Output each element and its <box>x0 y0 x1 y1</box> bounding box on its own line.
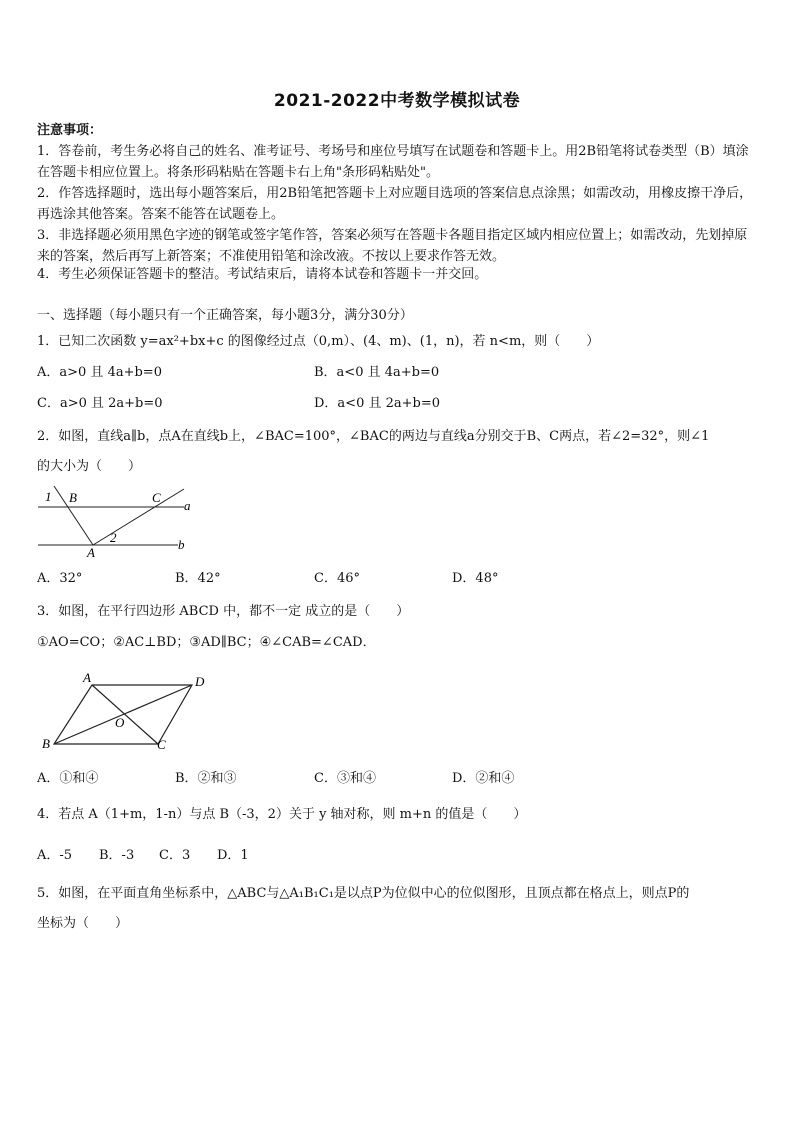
question-1-option-c: C．a>0 且 2a+b=0 <box>37 396 163 411</box>
notice-heading: 注意事项： <box>37 123 103 138</box>
label-point-c: C <box>157 737 166 752</box>
section-heading: 一、选择题（每小题只有一个正确答案，每小题3分，满分30分） <box>37 308 413 323</box>
question-3-option-a: A．①和④ <box>37 771 99 786</box>
label-angle-1: 1 <box>45 489 52 504</box>
label-point-d: D <box>195 674 205 689</box>
question-2-figure <box>36 484 196 560</box>
question-2-option-a: A．32° <box>37 571 83 586</box>
label-point-o: O <box>115 715 125 730</box>
question-2-option-d: D．48° <box>452 571 499 586</box>
question-1-option-b: B．a<0 且 4a+b=0 <box>314 365 440 380</box>
question-3-option-c: C．③和④ <box>314 771 376 786</box>
line-ac <box>93 489 184 545</box>
label-line-b: b <box>178 537 185 552</box>
label-c-point: C <box>152 490 161 505</box>
question-4-stem: 4．若点 A（1+m，1-n）与点 B（-3，2）关于 y 轴对称，则 m+n 的值是（ ） <box>37 807 527 822</box>
question-4-option-b: B．-3 <box>99 848 135 863</box>
notice-item-4: 4．考生必须保证答题卡的整洁。考试结束后，请将本试卷和答题卡一并交回。 <box>37 267 488 282</box>
question-3-stem: 3．如图，在平行四边形 ABCD 中，都不一定 成立的是（ ） <box>37 604 410 619</box>
question-4-option-c: C．3 <box>159 848 191 863</box>
label-line-a: a <box>184 498 191 513</box>
question-5-stem-line1: 5．如图，在平面直角坐标系中，△ABC与△A₁B₁C₁是以点P为位似中心的位似图形，且顶点都在格点上，则点P的 <box>37 886 690 901</box>
label-b-point: B <box>69 490 77 505</box>
question-4-option-a: A．-5 <box>37 848 73 863</box>
question-2-stem-line2: 的大小为（ ） <box>37 459 142 474</box>
question-1-stem: 1．已知二次函数 y=ax²+bx+c 的图像经过点（0,m）、(4、m)、(1，n)，若 n<m，则（ ） <box>37 334 600 349</box>
label-point-a: A <box>83 670 91 685</box>
question-3-option-b: B．②和③ <box>175 771 237 786</box>
question-2-option-b: B．42° <box>175 571 221 586</box>
question-3-conditions: ①AO=CO；②AC⊥BD；③AD∥BC；④∠CAB=∠CAD． <box>37 635 376 650</box>
label-point-b: B <box>42 736 50 751</box>
question-1-option-a: A．a>0 且 4a+b=0 <box>37 365 162 380</box>
question-3-figure <box>36 668 216 754</box>
question-4-option-d: D．1 <box>217 848 249 863</box>
notice-item-2: 2．作答选择题时，选出每小题答案后，用2B铅笔把答题卡上对应题目选项的答案信息点涂黑；如需改动，用橡皮擦干净后，再选涂其他答案。答案不能答在试题卷上。 <box>37 186 753 222</box>
label-angle-2: 2 <box>110 530 117 545</box>
diagonal-ac <box>92 685 158 744</box>
question-2-stem-line1: 2．如图，直线a∥b，点A在直线b上，∠BAC=100°，∠BAC的两边与直线a分别交于B、C两点，若∠2=32°，则∠1 <box>37 429 710 444</box>
question-5-stem-line2: 坐标为（ ） <box>37 916 129 931</box>
exam-title: 2021-2022中考数学模拟试卷 <box>273 91 521 111</box>
question-3-option-d: D．②和④ <box>452 771 515 786</box>
question-2-option-c: C．46° <box>314 571 360 586</box>
label-a-point: A <box>87 545 95 560</box>
notice-item-3: 3．非选择题必须用黑色字迹的钢笔或签字笔作答，答案必须写在答题卡各题目指定区域内相应位置上；如需改动，先划掉原来的答案，然后再写上新答案；不准使用铅笔和涂改液。不按以上要求作答无效。 <box>37 228 748 264</box>
question-1-option-d: D．a<0 且 2a+b=0 <box>314 396 441 411</box>
notice-item-1: 1．答卷前，考生务必将自己的姓名、准考证号、考场号和座位号填写在试题卷和答题卡上。用2B铅笔将试卷类型（B）填涂在答题卡相应位置上。将条形码粘贴在答题卡右上角"条形码粘贴处"。 <box>37 144 749 180</box>
